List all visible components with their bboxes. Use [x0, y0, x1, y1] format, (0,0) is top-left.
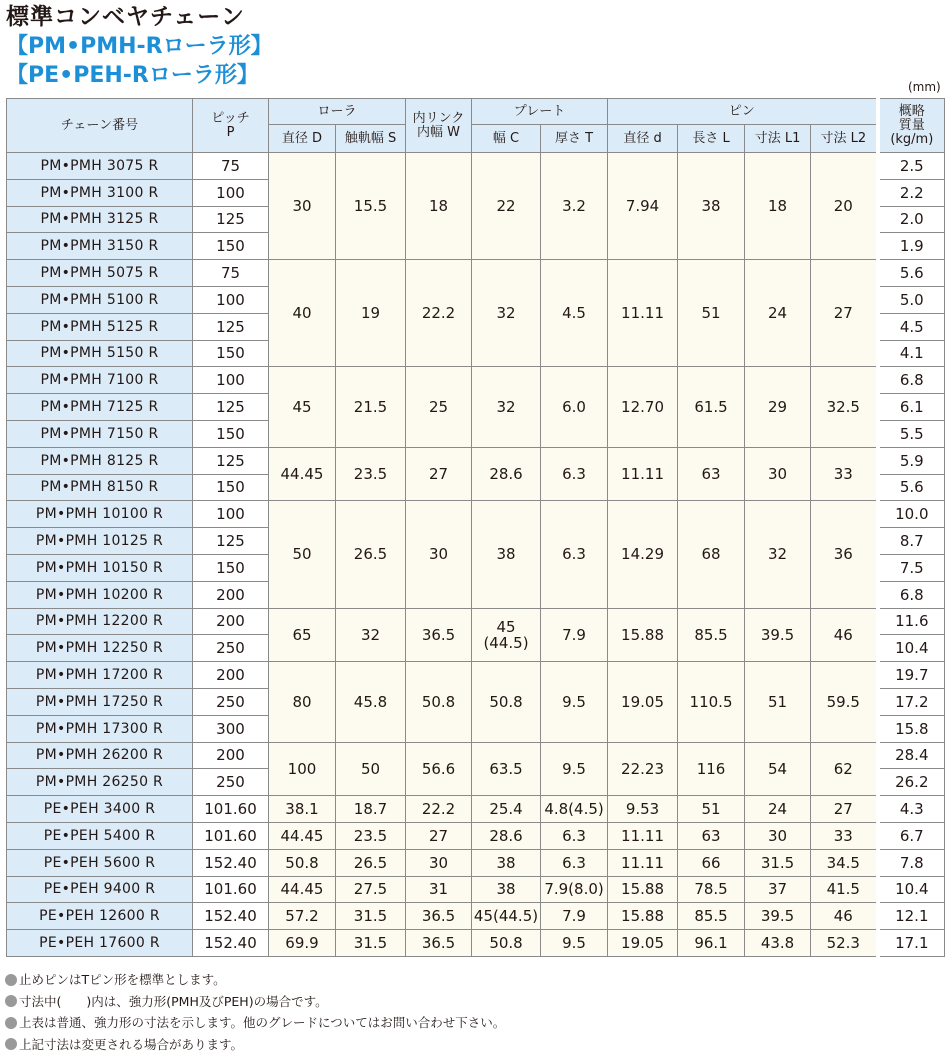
header-plate-t: 厚さ T: [541, 125, 608, 153]
page-title: 標準コンベヤチェーン: [6, 4, 245, 30]
header-pin-d: 直径 d: [608, 125, 678, 153]
header-roller-d: 直径 D: [269, 125, 336, 153]
plate-width: 38: [472, 501, 541, 608]
plate-width: 25.4: [472, 796, 541, 823]
pin-diameter: 11.11: [608, 260, 678, 367]
pitch: 150: [193, 474, 269, 501]
table-row: [7, 260, 945, 287]
pin-diameter: 15.88: [608, 903, 678, 930]
table-row: [7, 447, 945, 474]
weight: 6.8: [878, 367, 945, 394]
roller-diameter: 57.2: [269, 903, 336, 930]
chain-number: PM•PMH 5075 R: [7, 260, 193, 287]
inner-width: 50.8: [406, 662, 472, 742]
pin-length: 96.1: [678, 930, 745, 957]
plate-width: 22: [472, 153, 541, 260]
roller-width: 18.7: [336, 796, 406, 823]
table-row: [7, 822, 945, 849]
pin-length: 51: [678, 260, 745, 367]
pitch: 152.40: [193, 930, 269, 957]
pitch: 152.40: [193, 903, 269, 930]
chain-number: PM•PMH 12250 R: [7, 635, 193, 662]
pin-l1: 30: [745, 822, 811, 849]
weight: 15.8: [878, 715, 945, 742]
pitch: 100: [193, 179, 269, 206]
header-pin-l1: 寸法 L1: [745, 125, 811, 153]
plate-thickness: 3.2: [541, 153, 608, 260]
weight: 6.7: [878, 822, 945, 849]
pin-length: 61.5: [678, 367, 745, 447]
pin-diameter: 19.05: [608, 930, 678, 957]
roller-width: 26.5: [336, 849, 406, 876]
pitch: 250: [193, 769, 269, 796]
header-weight-3: (kg/m): [890, 131, 934, 147]
note-text: 上表は普通、強力形の寸法を示します。他のグレードについてはお問い合わせ下さい。: [19, 1015, 506, 1030]
chain-number: PM•PMH 10100 R: [7, 501, 193, 528]
inner-width: 27: [406, 822, 472, 849]
table-row: [7, 742, 945, 769]
plate-thickness: 4.5: [541, 260, 608, 367]
pin-l1: 24: [745, 796, 811, 823]
bullet-icon: [5, 995, 17, 1007]
plate-width: 50.8: [472, 662, 541, 742]
pin-l1: 32: [745, 501, 811, 608]
pin-l2: 33: [811, 447, 878, 501]
roller-diameter: 50.8: [269, 849, 336, 876]
pitch: 101.60: [193, 796, 269, 823]
table-row: [7, 662, 945, 689]
pin-length: 116: [678, 742, 745, 796]
weight: 4.1: [878, 340, 945, 367]
pin-l2: 34.5: [811, 849, 878, 876]
header-pitch-label: ピッチ: [211, 110, 250, 126]
chain-number: PM•PMH 17200 R: [7, 662, 193, 689]
inner-width: 22.2: [406, 796, 472, 823]
pin-l1: 39.5: [745, 608, 811, 662]
pitch: 150: [193, 554, 269, 581]
pin-l1: 37: [745, 876, 811, 903]
roller-diameter: 45: [269, 367, 336, 447]
spec-table: [6, 98, 945, 957]
chain-number: PM•PMH 3075 R: [7, 153, 193, 180]
pin-diameter: 22.23: [608, 742, 678, 796]
pin-l2: 20: [811, 153, 878, 260]
pin-l1: 18: [745, 153, 811, 260]
pitch: 150: [193, 233, 269, 260]
plate-thickness: 6.3: [541, 822, 608, 849]
pin-diameter: 9.53: [608, 796, 678, 823]
table-row: [7, 608, 945, 635]
pin-diameter: 11.11: [608, 822, 678, 849]
inner-width: 30: [406, 501, 472, 608]
roller-diameter: 50: [269, 501, 336, 608]
unit-label: (mm): [908, 80, 941, 94]
header-roller: ローラ: [269, 99, 406, 125]
table-row: [7, 501, 945, 528]
pin-l1: 24: [745, 260, 811, 367]
header-plate-c: 幅 C: [472, 125, 541, 153]
weight: 2.0: [878, 206, 945, 233]
plate-width-heavy-value: (44.5): [483, 633, 529, 652]
plate-width: 32: [472, 260, 541, 367]
weight: 10.0: [878, 501, 945, 528]
header-weight: [878, 99, 945, 153]
plate-width: 38: [472, 849, 541, 876]
chain-number: PM•PMH 7150 R: [7, 420, 193, 447]
roller-diameter: 44.45: [269, 447, 336, 501]
inner-width: 31: [406, 876, 472, 903]
pitch: 101.60: [193, 822, 269, 849]
subtitle-pm: 【PM•PMH-Rローラ形】: [6, 34, 273, 59]
header-inner-width: 内幅 W: [417, 124, 461, 140]
roller-width: 45.8: [336, 662, 406, 742]
pitch: 200: [193, 742, 269, 769]
pitch: 75: [193, 153, 269, 180]
chain-number: PM•PMH 26200 R: [7, 742, 193, 769]
chain-number: PM•PMH 5125 R: [7, 313, 193, 340]
chain-number: PM•PMH 3125 R: [7, 206, 193, 233]
header-weight-1: 概略: [898, 103, 925, 119]
note-text: 寸法中( )内は、強力形(PMH及びPEH)の場合です。: [19, 993, 328, 1009]
pin-l2: 36: [811, 501, 878, 608]
weight: 26.2: [878, 769, 945, 796]
pin-l2: 46: [811, 903, 878, 930]
plate-thickness: 7.9: [541, 608, 608, 662]
plate-width: 32: [472, 367, 541, 447]
roller-diameter: 44.45: [269, 822, 336, 849]
pin-length: 85.5: [678, 903, 745, 930]
weight: 17.2: [878, 688, 945, 715]
weight: 4.3: [878, 796, 945, 823]
inner-width: 36.5: [406, 930, 472, 957]
inner-width: 25: [406, 367, 472, 447]
table-row: [7, 876, 945, 903]
bullet-icon: [5, 1017, 17, 1029]
pin-l2: 46: [811, 608, 878, 662]
weight: 11.6: [878, 608, 945, 635]
plate-thickness: 9.5: [541, 662, 608, 742]
pin-length: 66: [678, 849, 745, 876]
pitch: 152.40: [193, 849, 269, 876]
bullet-icon: [5, 1038, 17, 1050]
header-pin-l: 長さ L: [678, 125, 745, 153]
plate-thickness: 6.3: [541, 849, 608, 876]
weight: 12.1: [878, 903, 945, 930]
pitch: 150: [193, 420, 269, 447]
chain-number: PM•PMH 12200 R: [7, 608, 193, 635]
weight: 10.4: [878, 635, 945, 662]
pin-l1: 39.5: [745, 903, 811, 930]
roller-width: 23.5: [336, 447, 406, 501]
weight: 2.2: [878, 179, 945, 206]
inner-width: 22.2: [406, 260, 472, 367]
plate-width: 28.6: [472, 822, 541, 849]
header-weight-2: 質量: [898, 117, 925, 133]
table-row: [7, 930, 945, 957]
plate-thickness: 6.0: [541, 367, 608, 447]
pitch: 75: [193, 260, 269, 287]
chain-number: PM•PMH 10200 R: [7, 581, 193, 608]
roller-width: 27.5: [336, 876, 406, 903]
chain-number: PM•PMH 5150 R: [7, 340, 193, 367]
weight: 5.6: [878, 260, 945, 287]
weight: 5.0: [878, 286, 945, 313]
plate-width: 63.5: [472, 742, 541, 796]
pin-l2: 27: [811, 260, 878, 367]
weight: 6.8: [878, 581, 945, 608]
chain-number: PM•PMH 7100 R: [7, 367, 193, 394]
roller-diameter: 38.1: [269, 796, 336, 823]
pin-length: 85.5: [678, 608, 745, 662]
pin-l1: 31.5: [745, 849, 811, 876]
pin-length: 78.5: [678, 876, 745, 903]
pitch: 125: [193, 528, 269, 555]
header-pitch-symbol: P: [226, 124, 235, 140]
pin-l1: 54: [745, 742, 811, 796]
roller-diameter: 40: [269, 260, 336, 367]
note-item: [5, 969, 505, 991]
roller-width: 31.5: [336, 930, 406, 957]
pin-l2: 62: [811, 742, 878, 796]
pin-l2: 32.5: [811, 367, 878, 447]
weight: 19.7: [878, 662, 945, 689]
pin-diameter: 11.11: [608, 849, 678, 876]
weight: 7.5: [878, 554, 945, 581]
roller-width: 23.5: [336, 822, 406, 849]
header-roller-s: 触軌幅 S: [336, 125, 406, 153]
pitch: 100: [193, 367, 269, 394]
roller-width: 15.5: [336, 153, 406, 260]
weight: 5.9: [878, 447, 945, 474]
roller-width: 19: [336, 260, 406, 367]
weight: 5.6: [878, 474, 945, 501]
weight: 10.4: [878, 876, 945, 903]
inner-width: 36.5: [406, 903, 472, 930]
plate-thickness: 6.3: [541, 501, 608, 608]
chain-number: PE•PEH 5600 R: [7, 849, 193, 876]
pitch: 200: [193, 662, 269, 689]
pin-l2: 59.5: [811, 662, 878, 742]
chain-number: PM•PMH 17250 R: [7, 688, 193, 715]
notes: [5, 969, 505, 1055]
roller-diameter: 69.9: [269, 930, 336, 957]
weight: 17.1: [878, 930, 945, 957]
pin-l1: 51: [745, 662, 811, 742]
pin-l2: 33: [811, 822, 878, 849]
pitch: 300: [193, 715, 269, 742]
pitch: 125: [193, 394, 269, 421]
note-text: 止めピンはTピン形を標準とします。: [19, 972, 226, 987]
roller-diameter: 44.45: [269, 876, 336, 903]
roller-width: 32: [336, 608, 406, 662]
chain-number: PM•PMH 17300 R: [7, 715, 193, 742]
plate-thickness: 7.9(8.0): [541, 876, 608, 903]
chain-number: PM•PMH 7125 R: [7, 394, 193, 421]
note-text: 上記寸法は変更される場合があります。: [19, 1036, 244, 1052]
roller-diameter: 65: [269, 608, 336, 662]
plate-width: 28.6: [472, 447, 541, 501]
table-body: [7, 153, 945, 957]
pin-l2: 41.5: [811, 876, 878, 903]
pin-l1: 29: [745, 367, 811, 447]
inner-width: 30: [406, 849, 472, 876]
weight: 6.1: [878, 394, 945, 421]
header-pitch: [193, 99, 269, 153]
plate-width: 45(44.5): [472, 903, 541, 930]
pin-diameter: 7.94: [608, 153, 678, 260]
pin-diameter: 11.11: [608, 447, 678, 501]
table-row: [7, 903, 945, 930]
pitch: 100: [193, 501, 269, 528]
pitch: 200: [193, 608, 269, 635]
pin-length: 51: [678, 796, 745, 823]
pin-diameter: 15.88: [608, 608, 678, 662]
weight: 2.5: [878, 153, 945, 180]
plate-thickness: 9.5: [541, 930, 608, 957]
header-inner-link-label: 内リンク: [412, 110, 465, 126]
pitch: 101.60: [193, 876, 269, 903]
chain-number: PM•PMH 3100 R: [7, 179, 193, 206]
chain-number: PE•PEH 17600 R: [7, 930, 193, 957]
chain-number: PM•PMH 8125 R: [7, 447, 193, 474]
weight: 5.5: [878, 420, 945, 447]
weight: 8.7: [878, 528, 945, 555]
inner-width: 56.6: [406, 742, 472, 796]
chain-number: PM•PMH 26250 R: [7, 769, 193, 796]
inner-width: 18: [406, 153, 472, 260]
pin-length: 110.5: [678, 662, 745, 742]
note-item: [5, 1012, 505, 1034]
roller-diameter: 80: [269, 662, 336, 742]
header-plate: プレート: [472, 99, 608, 125]
table-row: [7, 849, 945, 876]
plate-width: 38: [472, 876, 541, 903]
weight: 7.8: [878, 849, 945, 876]
pin-length: 63: [678, 447, 745, 501]
inner-width: 27: [406, 447, 472, 501]
plate-width: 50.8: [472, 930, 541, 957]
note-item: [5, 991, 505, 1013]
plate-thickness: 7.9: [541, 903, 608, 930]
chain-number: PM•PMH 5100 R: [7, 286, 193, 313]
roller-width: 26.5: [336, 501, 406, 608]
subtitle-pe: 【PE•PEH-Rローラ形】: [6, 63, 259, 88]
pitch: 125: [193, 206, 269, 233]
chain-number: PM•PMH 10125 R: [7, 528, 193, 555]
pitch: 250: [193, 635, 269, 662]
pitch: 100: [193, 286, 269, 313]
pin-l2: 27: [811, 796, 878, 823]
chain-number: PE•PEH 5400 R: [7, 822, 193, 849]
pin-diameter: 14.29: [608, 501, 678, 608]
chain-number: PM•PMH 8150 R: [7, 474, 193, 501]
header-inner-link: [406, 99, 472, 153]
roller-width: 21.5: [336, 367, 406, 447]
pitch: 150: [193, 340, 269, 367]
weight: 4.5: [878, 313, 945, 340]
roller-diameter: 30: [269, 153, 336, 260]
pin-l1: 43.8: [745, 930, 811, 957]
plate-thickness: 9.5: [541, 742, 608, 796]
pitch: 200: [193, 581, 269, 608]
title-block: [6, 2, 273, 90]
pin-l2: 52.3: [811, 930, 878, 957]
pin-length: 68: [678, 501, 745, 608]
weight: 28.4: [878, 742, 945, 769]
chain-number: PE•PEH 3400 R: [7, 796, 193, 823]
header-chain-no: チェーン番号: [7, 99, 193, 153]
pin-diameter: 15.88: [608, 876, 678, 903]
roller-width: 50: [336, 742, 406, 796]
pin-length: 63: [678, 822, 745, 849]
header-pin: ピン: [608, 99, 878, 125]
bullet-icon: [5, 974, 17, 986]
chain-number: PE•PEH 9400 R: [7, 876, 193, 903]
pin-length: 38: [678, 153, 745, 260]
pin-diameter: 12.70: [608, 367, 678, 447]
plate-thickness: 6.3: [541, 447, 608, 501]
pin-l1: 30: [745, 447, 811, 501]
chain-number: PM•PMH 3150 R: [7, 233, 193, 260]
plate-width-value: 45: [496, 617, 516, 636]
pitch: 250: [193, 688, 269, 715]
inner-width: 36.5: [406, 608, 472, 662]
pitch: 125: [193, 313, 269, 340]
roller-diameter: 100: [269, 742, 336, 796]
table-row: [7, 367, 945, 394]
header-pin-l2: 寸法 L2: [811, 125, 878, 153]
note-item: [5, 1034, 505, 1056]
weight: 1.9: [878, 233, 945, 260]
pitch: 125: [193, 447, 269, 474]
chain-number: PM•PMH 10150 R: [7, 554, 193, 581]
roller-width: 31.5: [336, 903, 406, 930]
table-row: [7, 796, 945, 823]
pin-diameter: 19.05: [608, 662, 678, 742]
plate-thickness: 4.8(4.5): [541, 796, 608, 823]
plate-width: [472, 608, 541, 662]
chain-number: PE•PEH 12600 R: [7, 903, 193, 930]
table-row: [7, 153, 945, 180]
